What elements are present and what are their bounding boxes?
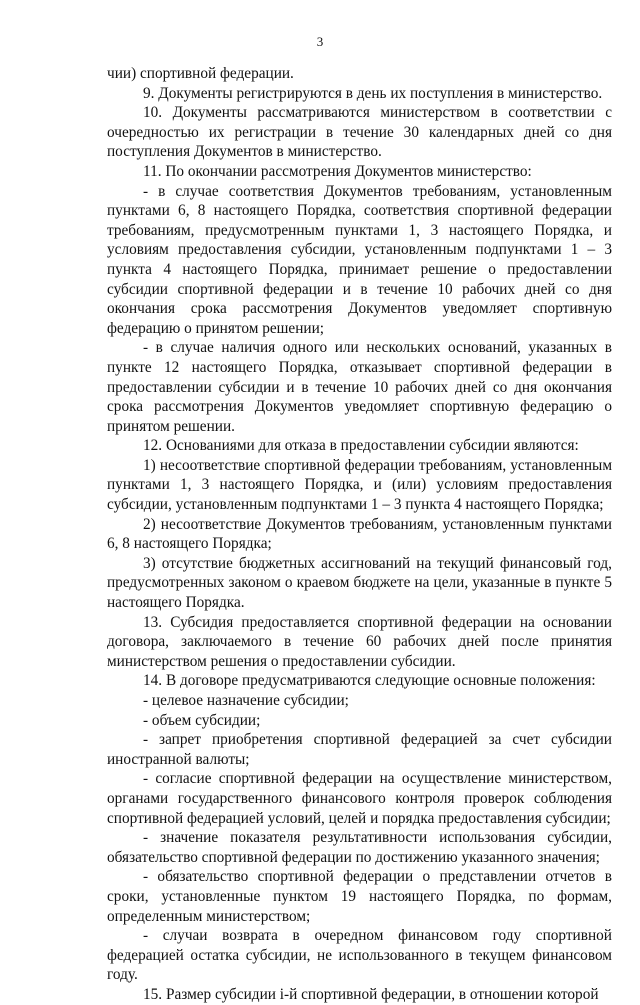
paragraph: - обязательство спортивной федерации о представлении отчетов в сроки, установленные пунктом 19 настоящего Порядка, по формам, определенным министерством; — [107, 868, 612, 925]
paragraph: 9. Документы регистрируются в день их поступления в министерство. — [143, 84, 603, 102]
paragraph: 14. В договоре предусматриваются следующие основные положения: — [143, 672, 596, 690]
paragraph: 1) несоответствие спортивной федерации требованиям, установленным пунктами 1, 3 настоящего Порядка, и (или) условиям предоставления субсидии, установленным подпунктами 1 – 3 пункта 4 настоящего Порядка; — [107, 456, 612, 514]
paragraph: чии) спортивной федерации. — [107, 65, 294, 82]
paragraph: 10. Документы рассматриваются министерством в соответствии с очередностью их регистрации в течение 30 календарных дней со дня поступления Документов в министерство. — [107, 104, 612, 161]
paragraph: - случаи возврата в очередном финансовом году спортивной федерацией остатка субсидии, не использованного в текущем финансовом году. — [107, 927, 612, 984]
paragraph: - в случае наличия одного или нескольких оснований, указанных в пункте 12 настоящего Порядка, отказывает спортивной федерации в предоставлении субсидии и в течение 10 рабочих дней со дня окончания срока рассмотрения Документов уведомляет спортивную федерацию о принятом решении. — [107, 339, 612, 435]
paragraph: 11. По окончании рассмотрения Документов министерство: — [143, 162, 532, 180]
page-number: 3 — [316, 34, 324, 49]
paragraph: - целевое назначение субсидии; — [143, 692, 349, 709]
paragraph: - в случае соответствия Документов требованиям, установленным пунктами 6, 8 настоящего Порядка, соответствия спортивной федерации требованиям, предусмотренным пунктами 1, 3 настоящего Порядка, и условиям предоставления субсидии, установленным подпунктами 1 – 3 пункта 4 настоящего Порядка, принимает решение о предоставлении субсидии спортивной федерации и в течение 10 рабочих дней со дня окончания срока рассмотрения Документов уведомляет спортивную федерацию о принятом решении; — [107, 182, 612, 337]
paragraph: 15. Размер субсидии i-й спортивной федерации, в отношении которой — [143, 985, 599, 1003]
document-body — [107, 64, 612, 1005]
paragraph: - согласие спортивной федерации на осуществление министерством, органами государственного финансового контроля проверок соблюдения спортивной федерацией условий, целей и порядка предоставления субсидии; — [107, 770, 612, 827]
paragraph: - объем субсидии; — [143, 711, 261, 729]
paragraph: 13. Субсидия предоставляется спортивной федерации на основании договора, заключаемого в течение 60 рабочих дней после принятия министерством решения о предоставлении субсидии. — [107, 613, 612, 670]
paragraph: 12. Основаниями для отказа в предоставлении субсидии являются: — [143, 437, 579, 455]
paragraph: - значение показателя результативности использования субсидии, обязательство спортивной федерации по достижению указанного значения; — [107, 829, 612, 866]
paragraph: - запрет приобретения спортивной федерацией за счет субсидии иностранной валюты; — [107, 731, 612, 768]
paragraph: 3) отсутствие бюджетных ассигнований на текущий финансовый год, предусмотренных законом о краевом бюджете на цели, указанные в пункте 5 настоящего Порядка. — [107, 554, 612, 612]
paragraph: 2) несоответствие Документов требованиям, установленным пунктами 6, 8 настоящего Порядка; — [107, 515, 612, 553]
